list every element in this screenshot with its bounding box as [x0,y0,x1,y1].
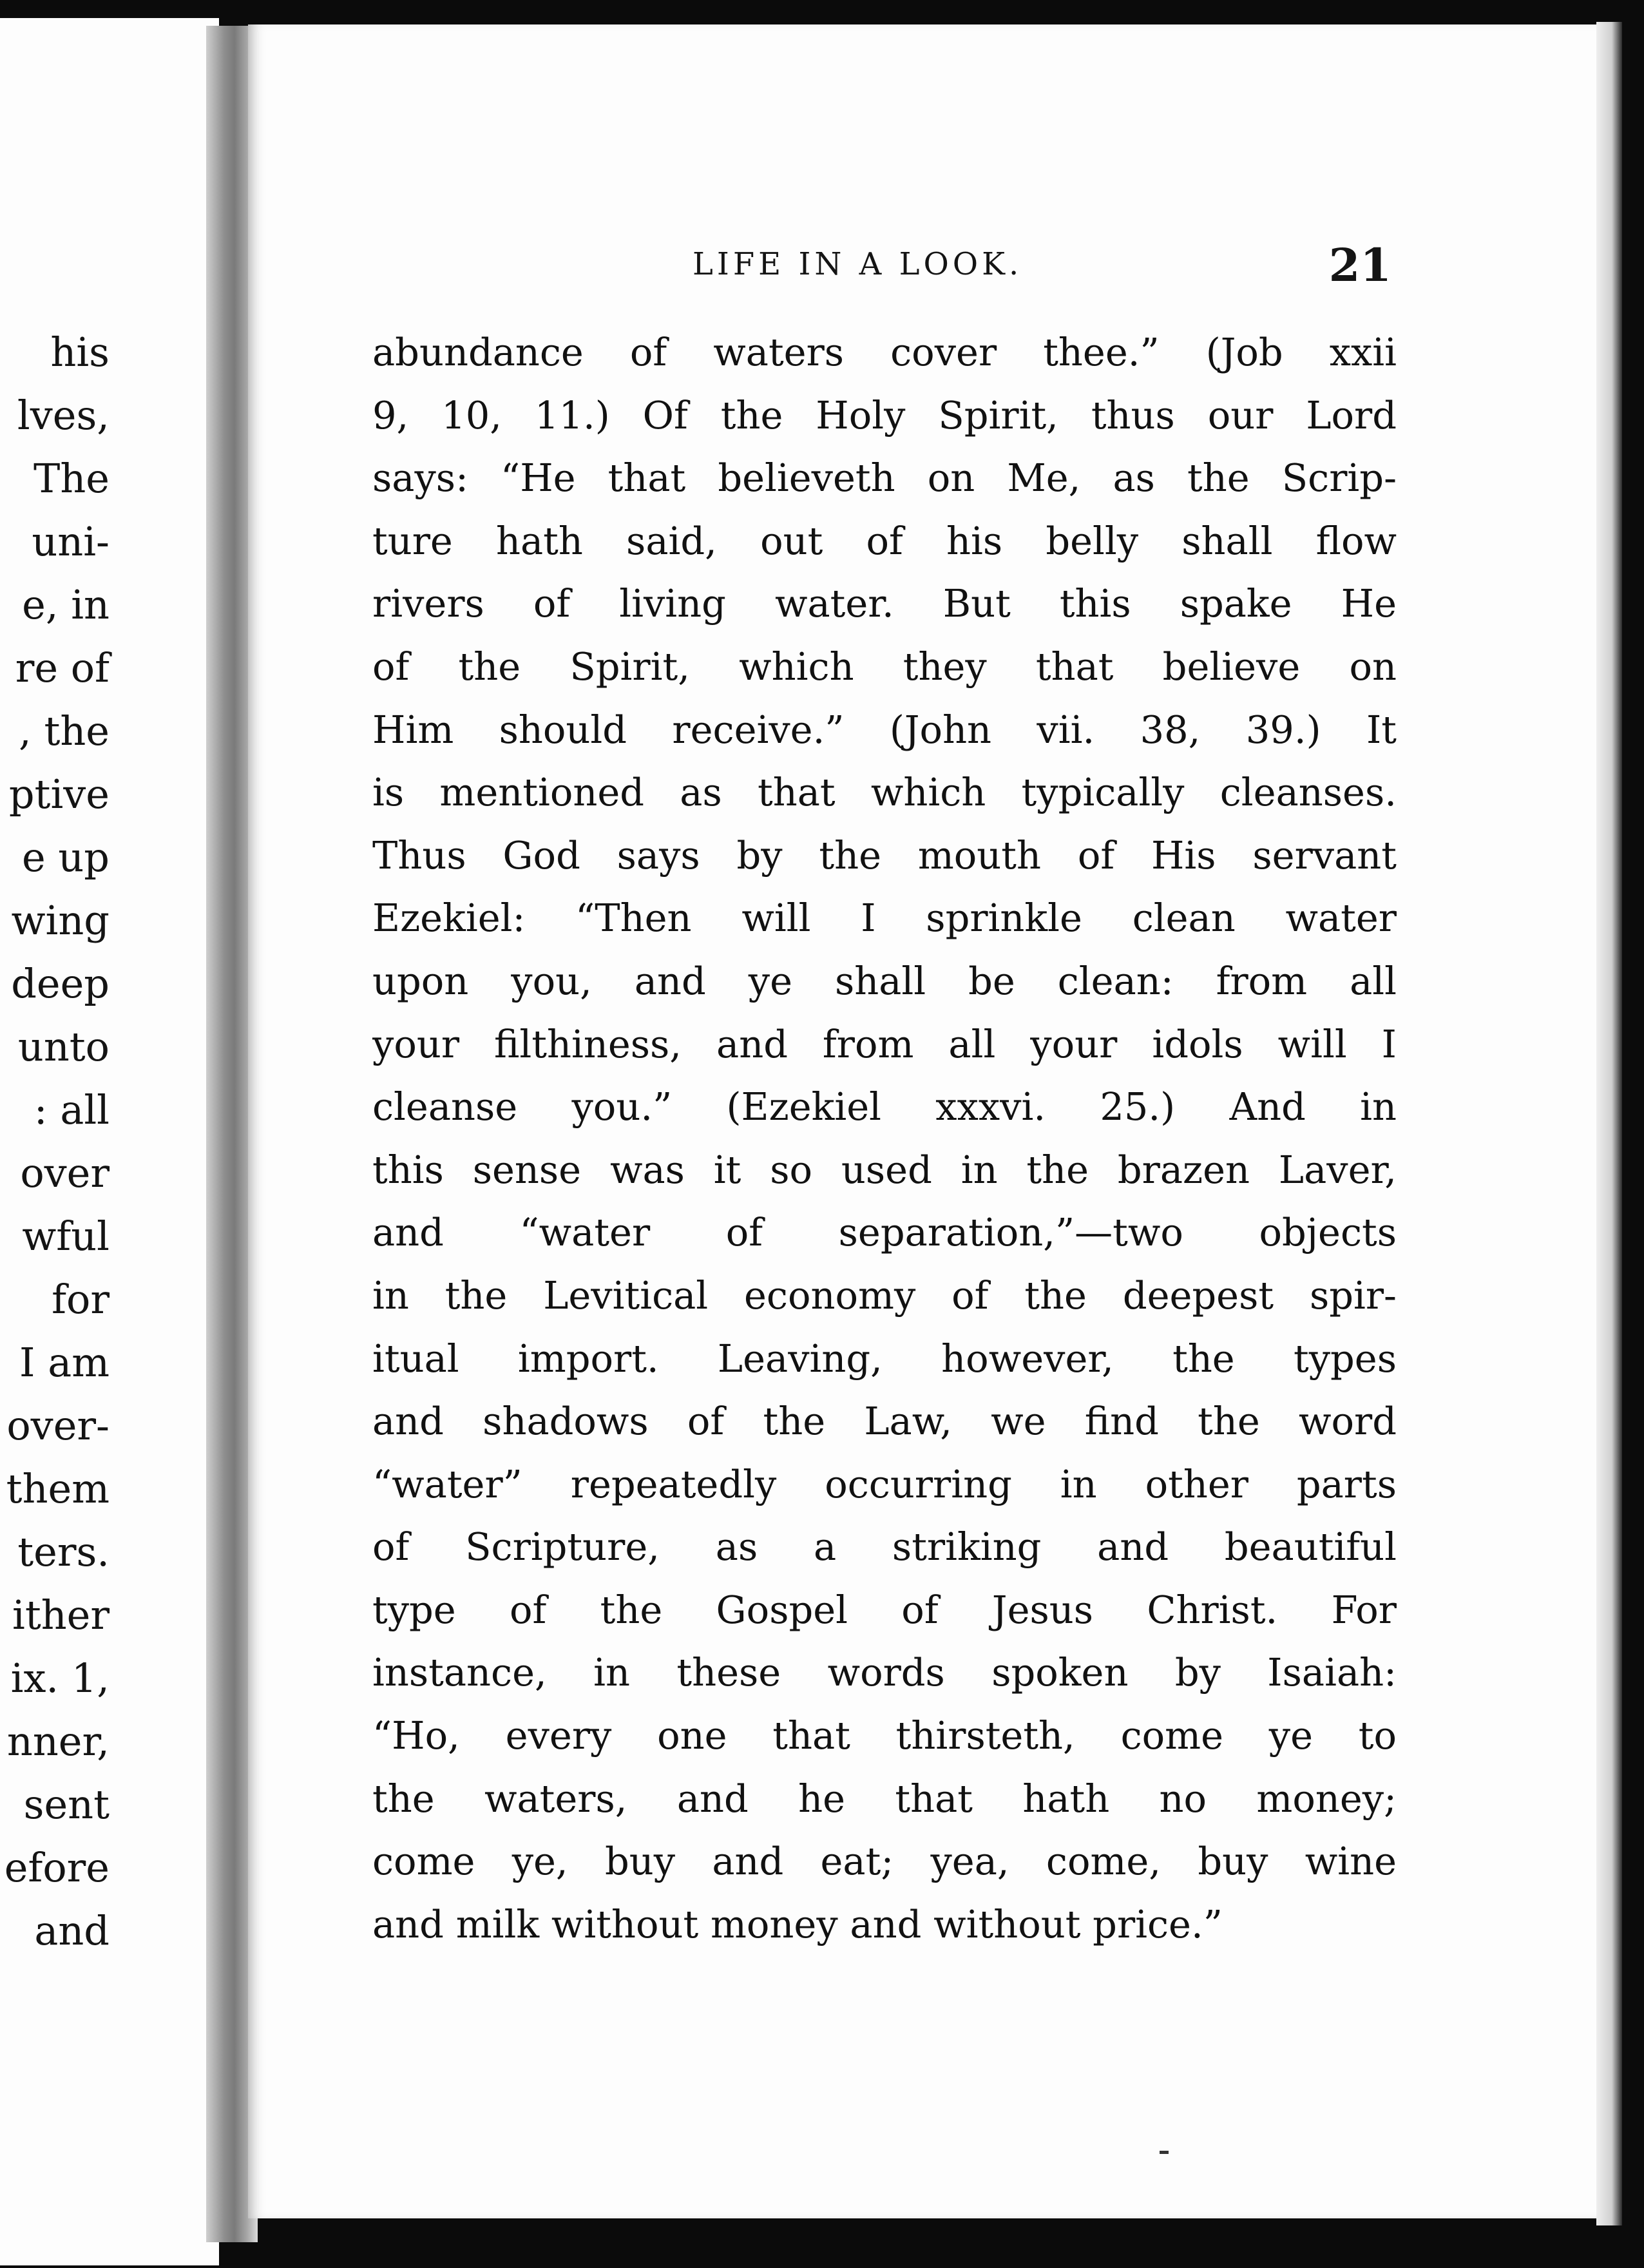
left-line: e up [21,834,110,881]
left-page [0,18,219,2265]
left-line: I am [19,1339,110,1386]
text-line: and milk without money and without price.” [372,1901,1223,1946]
text-line: “water” repeatedly occurring in other parts [372,1461,1397,1506]
body-text [372,321,1397,1956]
text-line: type of the Gospel of Jesus Christ. For [372,1587,1397,1632]
left-line: wful [22,1213,110,1260]
text-line: is mentioned as that which typically cleanses. [372,770,1397,815]
text-line: ture hath said, out of his belly shall flow [372,518,1397,563]
running-head [380,238,1391,296]
left-line: ptive [8,771,110,818]
text-line: instance, in these words spoken by Isaiah: [372,1650,1397,1695]
text-line: “Ho, every one that thirsteth, come ye to [372,1713,1397,1758]
left-line: e, in [22,581,110,628]
left-line: : all [33,1086,110,1133]
left-line: over- [6,1402,110,1449]
left-line: them [6,1465,110,1512]
text-line: your filthiness, and from all your idols will I [372,1021,1397,1066]
text-line: this sense was it so used in the brazen Laver, [372,1147,1397,1192]
text-line: abundance of waters cover thee.” (Job xxii [372,330,1397,374]
text-line: says: “He that believeth on Me, as the Scrip- [372,456,1397,501]
text-line: Him should receive.” (John vii. 38, 39.) It [372,707,1397,752]
text-line: and shadows of the Law, we find the word [372,1399,1397,1444]
text-line: and “water of separation,”—two objects [372,1210,1397,1255]
text-line: upon you, and ye shall be clean: from all [372,958,1397,1003]
text-line: come ye, buy and eat; yea, come, buy wine [372,1839,1397,1884]
text-line: cleanse you.” (Ezekiel xxxvi. 25.) And in [372,1084,1397,1129]
left-line: wing [11,897,110,944]
left-page-text [0,321,110,1963]
left-line: over [20,1149,110,1196]
left-line: deep [11,960,110,1007]
left-line: efore [4,1844,110,1891]
text-line: rivers of living water. But this spake He [372,581,1397,626]
left-line: uni- [32,518,110,565]
left-line: nner, [6,1718,110,1765]
left-line: re of [15,644,110,691]
left-line: ix. 1, [10,1655,110,1702]
ink-speck [1160,2151,1169,2154]
left-line: unto [17,1023,110,1070]
left-line: his [50,329,110,376]
text-line: of Scripture, as a striking and beautiful [372,1524,1397,1570]
left-line: sent [23,1781,110,1828]
left-line: ters. [17,1528,110,1575]
left-line: ither [12,1591,110,1639]
text-line: the waters, and he that hath no money; [372,1776,1397,1821]
text-line: itual import. Leaving, however, the types [372,1336,1397,1381]
text-line: in the Levitical economy of the deepest spir- [372,1273,1397,1318]
left-line: and [34,1907,110,1954]
text-line: 9, 10, 11.) Of the Holy Spirit, thus our Lord [372,392,1397,437]
text-line: Thus God says by the mouth of His servant [372,832,1397,878]
text-line: of the Spirit, which they that believe on [372,644,1397,689]
left-line: The [33,455,110,502]
page-number: 21 [1328,238,1391,292]
left-line: lves, [17,392,110,439]
left-line: for [52,1276,110,1323]
running-title: LIFE IN A LOOK. [693,246,1023,282]
page-edge [1596,22,1622,2225]
text-line: Ezekiel: “Then will I sprinkle clean water [372,896,1397,941]
left-line: , the [19,707,110,754]
